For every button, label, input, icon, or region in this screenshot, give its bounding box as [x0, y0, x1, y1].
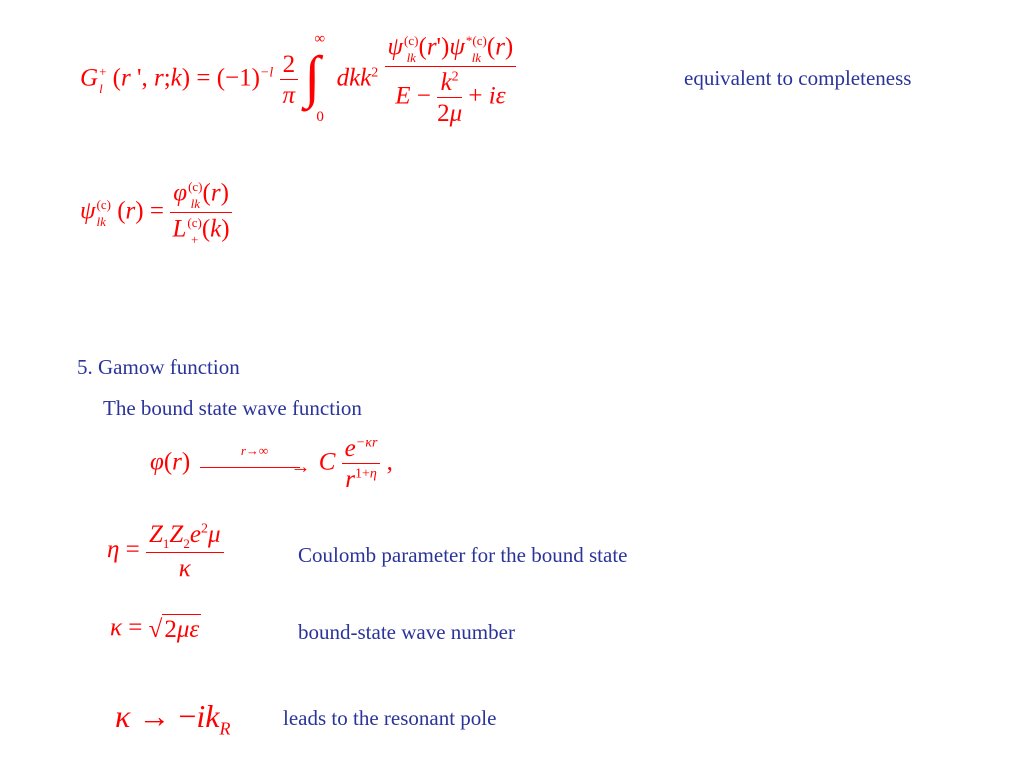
- greens-function-equation: G + l (r ', r;k) = $(-1)^{-l}$ $\frac{2}{\pi}$ ∞ ∫ 0 dkk$^2$ ψ (c) lk (r')ψ *(c) lk (r) E − $\frac{k^2}{2\mu}$ + iε: [80, 34, 516, 126]
- resonant-note: leads to the resonant pole: [283, 706, 497, 730]
- kappa-equation: κ = √2με: [110, 614, 200, 643]
- coulomb-note: Coulomb parameter for the bound state: [298, 543, 628, 567]
- wavenumber-note: bound-state wave number: [298, 620, 515, 644]
- completeness-note: equivalent to completeness: [684, 66, 912, 90]
- eta-equation: η = $\frac{Z_1Z_2e^2\mu}{\kappa}$: [107, 522, 224, 581]
- section-heading: 5. Gamow function: [77, 355, 240, 379]
- asymptotic-equation: φ(r) r→∞ → C $\frac{e^{-\kappa r}}{r^{1+\eta}}$ ,: [150, 435, 393, 493]
- psi-definition-equation: ψ (c) lk (r) = φ (c) lk (r) L (c) + (k): [80, 180, 232, 246]
- bound-state-note: The bound state wave function: [103, 396, 362, 420]
- resonant-pole-equation: $\kappa \to -ik_R$: [115, 698, 231, 739]
